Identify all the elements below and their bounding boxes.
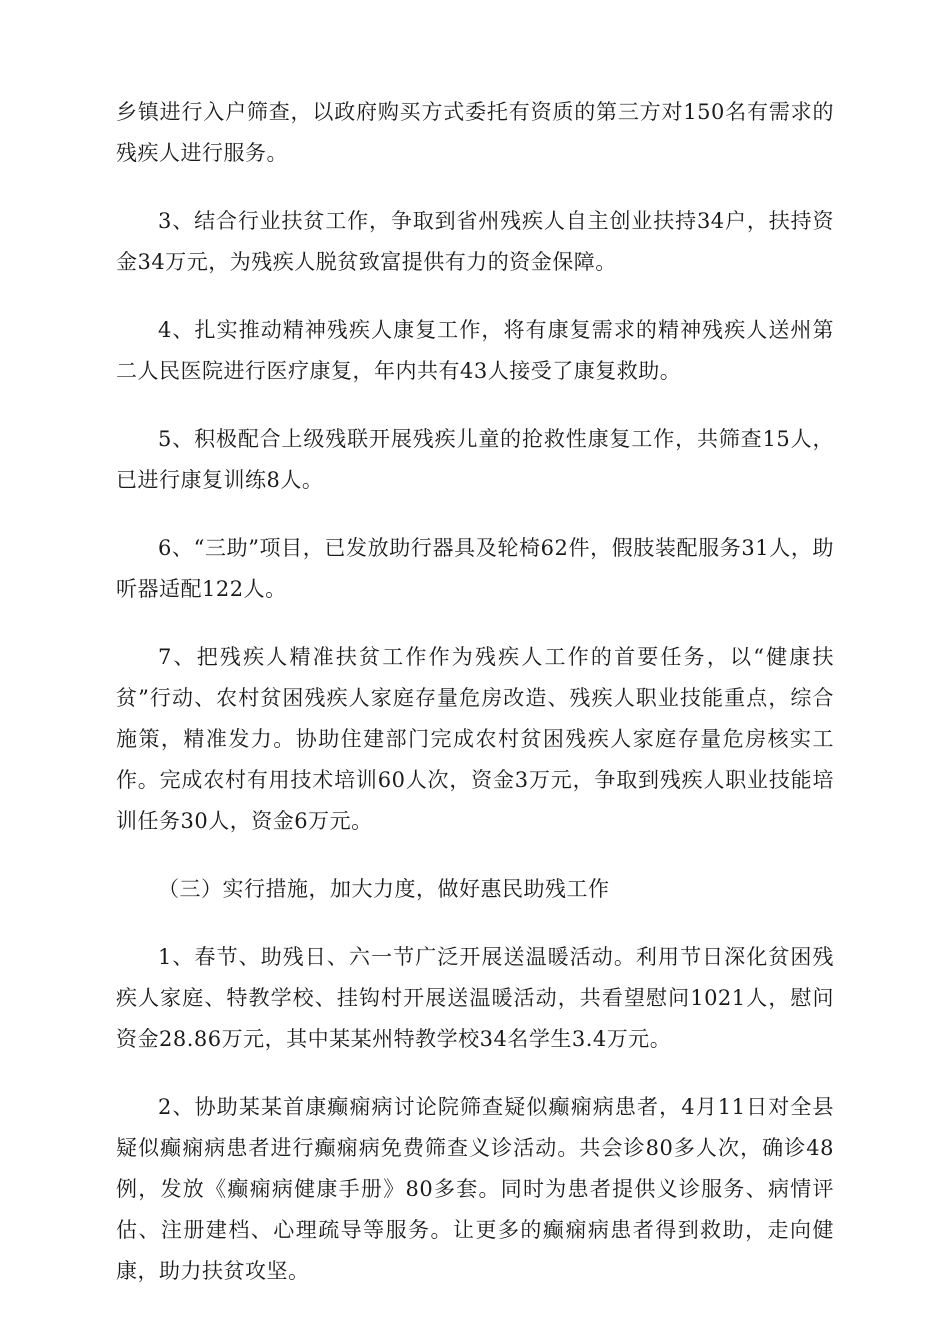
section-heading-3: （三）实行措施，加大力度，做好惠民助残工作 — [158, 877, 610, 901]
paragraph-item-3: 3、结合行业扶贫工作，争取到省州残疾人自主创业扶持34户，扶持资金34万元，为残疾人脱贫致富提供有力的资金保障。 — [116, 209, 834, 274]
paragraph-item-2: 2、协助某某首康癫痫病讨论院筛查疑似癫痫病患者，4月11日对全县疑似癫痫病患者进行癫痫病免费筛查义诊活动。共会诊80多人次，确诊48例，发放《癫痫病健康手册》80多套。同时为患者提供义诊服务、病情评估、注册建档、心理疏导等服务。让更多的癫痫病患者得到救助，走向健康，助力扶贫攻坚。 — [116, 1095, 834, 1283]
paragraph-item-5: 5、积极配合上级残联开展残疾儿童的抢救性康复工作，共筛查15人，已进行康复训练8人。 — [116, 427, 834, 492]
paragraph-continuation: 乡镇进行入户筛查，以政府购买方式委托有资质的第三方对150名有需求的残疾人进行服务。 — [116, 100, 834, 165]
paragraph-item-1: 1、春节、助残日、六一节广泛开展送温暖活动。利用节日深化贫困残疾人家庭、特教学校、挂钩村开展送温暖活动，共看望慰问1021人，慰问资金28.86万元，其中某某州特教学校34名学生3.4万元。 — [116, 945, 834, 1051]
paragraph-item-6: 6、“三助”项目，已发放助行器具及轮椅62件，假肢装配服务31人，助听器适配122人。 — [116, 536, 834, 601]
paragraph-item-7: 7、把残疾人精准扶贫工作作为残疾人工作的首要任务，以“健康扶贫”行动、农村贫困残疾人家庭存量危房改造、残疾人职业技能重点，综合施策，精准发力。协助住建部门完成农村贫困残疾人家庭存量危房核实工作。完成农村有用技术培训60人次，资金3万元，争取到残疾人职业技能培训任务30人，资金6万元。 — [116, 645, 834, 833]
paragraph-item-4: 4、扎实推动精神残疾人康复工作，将有康复需求的精神残疾人送州第二人民医院进行医疗康复，年内共有43人接受了康复救助。 — [116, 318, 834, 383]
document-body — [116, 92, 834, 1319]
